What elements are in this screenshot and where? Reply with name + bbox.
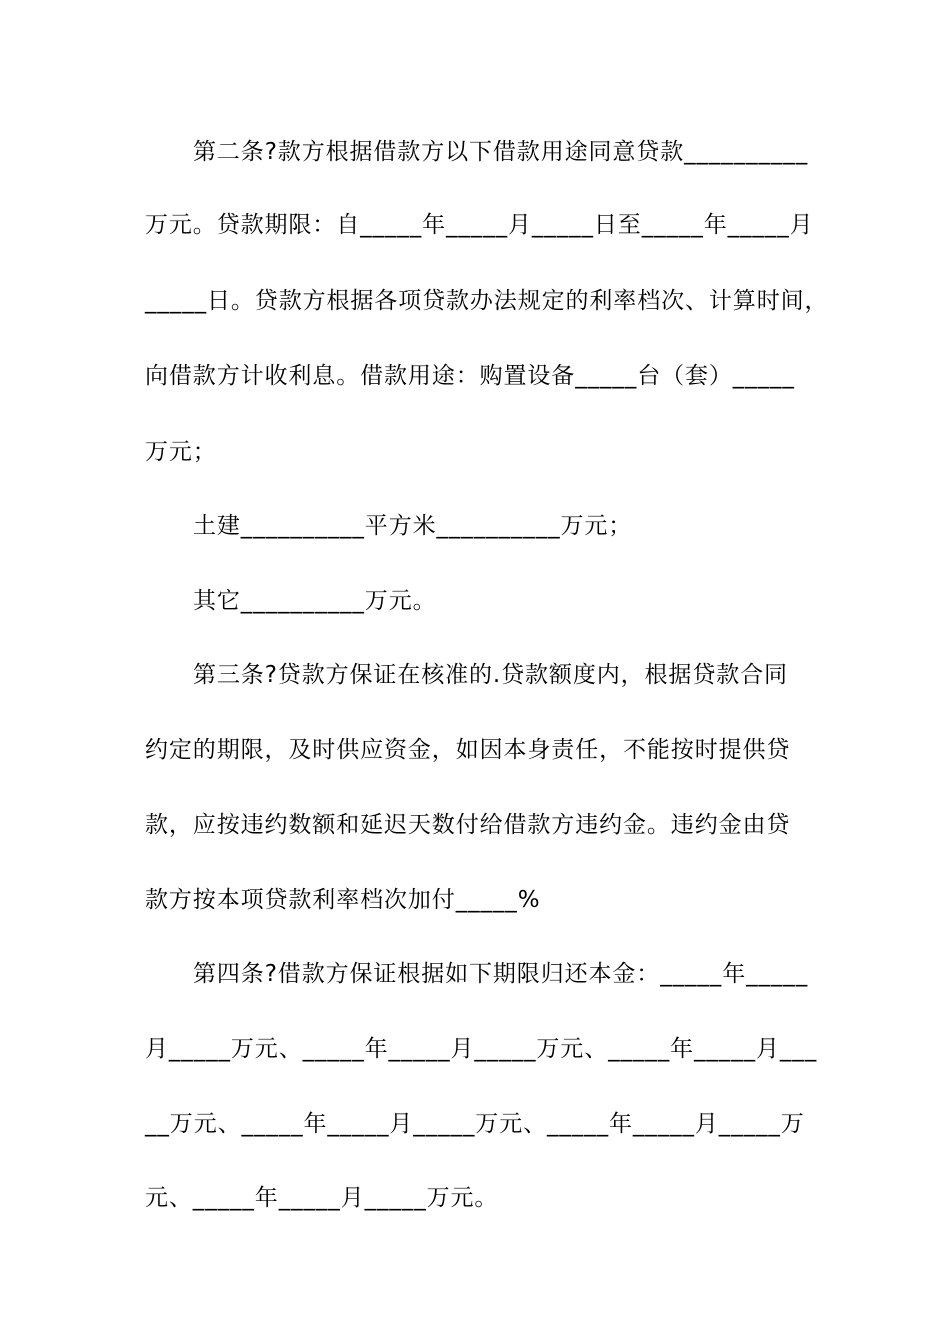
article-4-line-1: 第四条?借款方保证根据如下期限归还本金：_____年_____ [193, 961, 809, 987]
article-2-line-3: _____日。贷款方根据各项贷款办法规定的利率档次、计算时间， [145, 288, 829, 314]
article-3-line-3: 款，应按违约数额和延迟天数付给借款方违约金。违约金由贷 [145, 812, 791, 838]
article-2-line-5: 万元； [145, 439, 217, 465]
article-2-line-2: 万元。贷款期限：自_____年_____月_____日至_____年_____月 [145, 212, 814, 238]
article-4-line-3: __万元、_____年_____月_____万元、_____年_____月_____万 [145, 1111, 805, 1137]
article-3-line-4: 款方按本项贷款利率档次加付_____% [145, 887, 541, 913]
article-4-line-4: 元、_____年_____月_____万元。 [145, 1185, 499, 1211]
civil-construction-line: 土建__________平方米__________万元； [193, 513, 633, 539]
article-4-line-2: 月_____万元、_____年_____月_____万元、_____年_____月___ [145, 1036, 818, 1062]
article-2-line-4: 向借款方计收利息。借款用途：购置设备_____台（套）_____ [145, 363, 795, 389]
article-3-line-1: 第三条?贷款方保证在核准的.贷款额度内，根据贷款合同 [193, 662, 788, 688]
article-3-line-2: 约定的期限，及时供应资金，如因本身责任，不能按时提供贷 [145, 737, 791, 763]
article-2-line-1: 第二条?款方根据借款方以下借款用途同意贷款__________ [193, 139, 809, 165]
other-items-line: 其它__________万元。 [193, 588, 437, 614]
